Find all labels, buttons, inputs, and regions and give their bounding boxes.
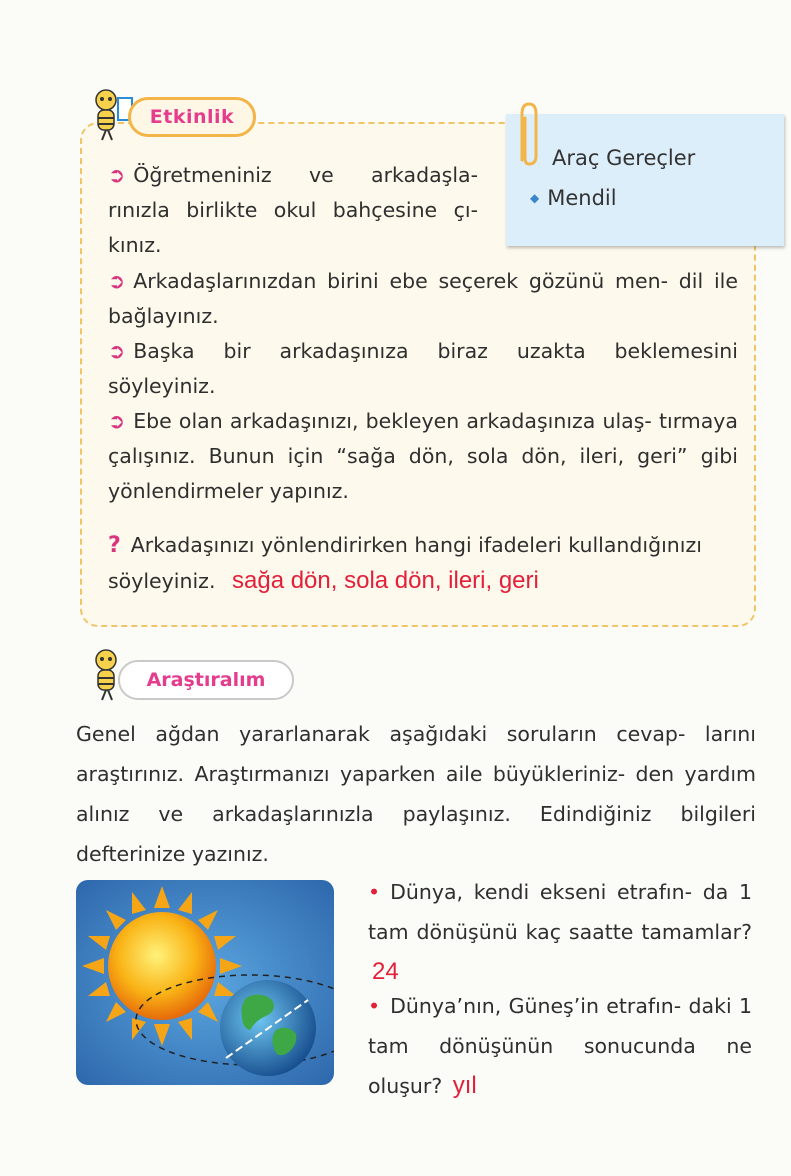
arrow-bullet-icon: ➲ [108,163,126,187]
sun-earth-illustration [76,880,334,1085]
activity-step-1 [108,158,478,263]
research-tab-label: Araştıralım [146,669,266,691]
research-question-1 [368,872,752,992]
bullet-icon: • [368,880,381,904]
activity-question [108,528,748,599]
tools-item [530,186,617,210]
activity-step-4-text: Ebe olan arkadaşınızı, bekleyen arkadaşınıza ulaş- tırmaya çalışınız. Bunun için “sağa dön, sola dön, ileri, geri” gibi yönlendirmeler yapınız. [108,409,738,503]
paperclip-icon [514,100,544,168]
research-answer-1: 24 [372,958,399,985]
activity-tab-label: Etkinlik [149,106,235,128]
activity-step-1-text: Öğretmeniniz ve arkadaşla- rınızla birlikte okul bahçesine çı- kınız. [108,163,478,257]
arrow-bullet-icon: ➲ [108,269,126,293]
research-question-2 [368,986,752,1106]
arrow-bullet-icon: ➲ [108,409,126,433]
bullet-icon: • [368,994,381,1018]
research-tab [118,660,294,700]
activity-question-text: Arkadaşınızı yönlendirirken hangi ifadeleri kullandığınızı söyleyiniz. [108,533,702,593]
research-answer-2: yıl [452,1072,477,1099]
activity-step-2-text: Arkadaşlarınızdan birini ebe seçerek gözünü men- dil ile bağlayınız. [108,269,738,328]
activity-answer: sağa dön, sola dön, ileri, geri [232,567,539,594]
tools-note [506,114,784,246]
activity-step-3 [108,334,738,404]
activity-step-4 [108,404,738,509]
research-question-1-text: Dünya, kendi ekseni etrafın- da 1 tam dönüşünü kaç saatte tamamlar? [368,880,752,944]
research-question-2-text: Dünya’nın, Güneş’in etrafın- daki 1 tam dönüşünün sonucunda ne oluşur? [368,994,752,1098]
question-mark-icon: ? [108,533,121,558]
activity-step-2 [108,264,738,334]
tools-item-label: Mendil [547,186,617,210]
activity-tab [128,97,256,137]
activity-step-3-text: Başka bir arkadaşınıza biraz uzakta beklemesini söyleyiniz. [108,339,738,398]
research-intro: Genel ağdan yararlanarak aşağıdaki soruların cevap- larını araştırınız. Araştırmanızı yaparken aile büyükleriniz- den yardım alınız ve arkadaşlarınızla paylaşınız. Edindiğiniz bilgileri defterinize yazınız. [76,722,756,866]
diamond-bullet-icon: ◆ [530,191,540,205]
arrow-bullet-icon: ➲ [108,339,126,363]
tools-title: Araç Gereçler [552,146,696,170]
